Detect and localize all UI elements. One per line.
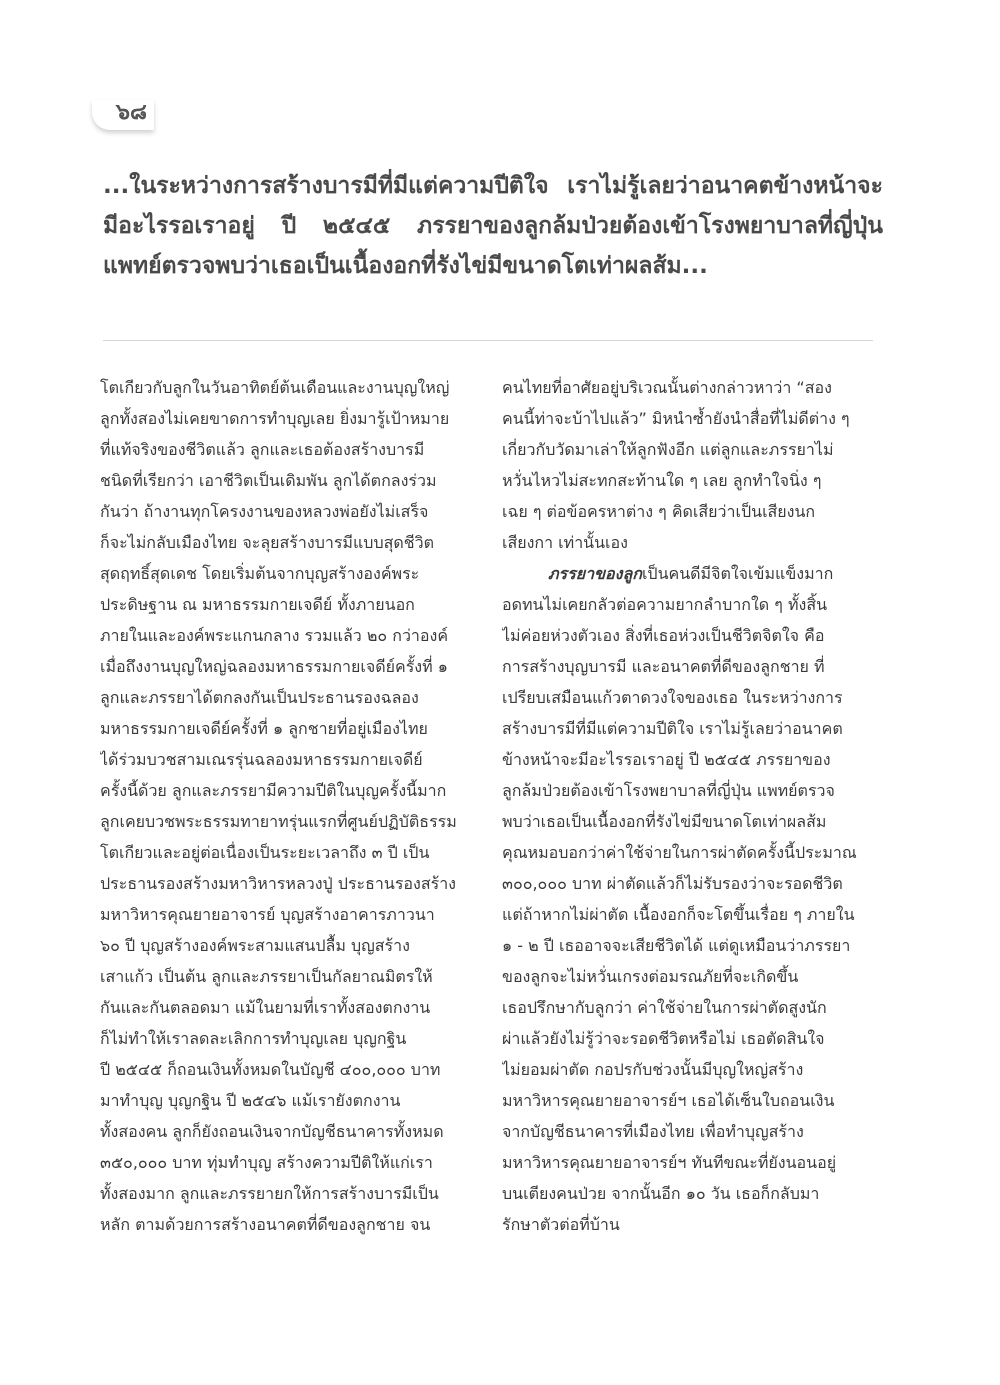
text-line: คนไทยที่อาศัยอยู่บริเวณนั้นต่างกล่าวหาว่า “สอง <box>502 378 832 397</box>
text-line: หลัก ตามด้วยการสร้างอนาคตที่ดีของลูกชาย จน <box>100 1215 431 1234</box>
text-line: เมื่อถึงงานบุญใหญ่ฉลองมหาธรรมกายเจดีย์ครั้งที่ ๑ <box>100 657 448 676</box>
text-line: ข้างหน้าจะมีอะไรรอเราอยู่ ปี ๒๕๔๕ ภรรยาของ <box>502 750 831 769</box>
text-line: เฉย ๆ ต่อข้อครหาต่าง ๆ คิดเสียว่าเป็นเสียงนก <box>502 502 816 521</box>
text-line: สร้างบารมีที่มีแต่ความปีติใจ เราไม่รู้เลยว่าอนาคต <box>502 719 843 738</box>
right-column <box>502 372 877 1240</box>
text-line: การสร้างบุญบารมี และอนาคตที่ดีของลูกชาย ที่ <box>502 657 825 676</box>
text-line: กันว่า ถ้างานทุกโครงงานของหลวงพ่อยังไม่เสร็จ <box>100 502 429 521</box>
text-line: ๓๕๐,๐๐๐ บาท ทุ่มทำบุญ สร้างความปีติให้แก่เรา <box>100 1153 433 1172</box>
text-line: อดทนไม่เคยกลัวต่อความยากลำบากใด ๆ ทั้งสิ้น <box>502 595 828 614</box>
lead-quote: ...ในระหว่างการสร้างบารมีที่มีแต่ความปีติใจ เราไม่รู้เลยว่าอนาคตข้างหน้าจะมีอะไรรอเราอยู่ ปี ๒๕๔๕ ภรรยาของลูกล้มป่วยต้องเข้าโรงพยาบาลที่ญี่ปุ่น แพทย์ตรวจพบว่าเธอเป็นเนื้องอกที่รังไข่มีขนาดโตเท่าผลส้ม... <box>103 173 883 279</box>
text-line: ๑ - ๒ ปี เธออาจจะเสียชีวิตได้ แต่ดูเหมือนว่าภรรยา <box>502 936 851 955</box>
text-line: ก็จะไม่กลับเมืองไทย จะลุยสร้างบารมีแบบสุดชีวิต <box>100 533 434 552</box>
text-line: ประดิษฐาน ณ มหาธรรมกายเจดีย์ ทั้งภายนอก <box>100 595 415 614</box>
text-line: กันและกันตลอดมา แม้ในยามที่เราทั้งสองตกงาน <box>100 998 431 1017</box>
text-line: ลูกล้มป่วยต้องเข้าโรงพยาบาลที่ญี่ปุ่น แพทย์ตรวจ <box>502 781 835 800</box>
text-line: เกี่ยวกับวัดมาเล่าให้ลูกฟังอีก แต่ลูกและภรรยาไม่ <box>502 440 834 459</box>
text-line: ก็ไม่ทำให้เราลดละเลิกการทำบุญเลย บุญกฐิน <box>100 1029 407 1048</box>
text-line: จากบัญชีธนาคารที่เมืองไทย เพื่อทำบุญสร้าง <box>502 1122 804 1141</box>
text-line: ที่แท้จริงของชีวิตแล้ว ลูกและเธอต้องสร้างบารมี <box>100 440 425 459</box>
text-line: มหาวิหารคุณยายอาจารย์ฯ ทันทีขณะที่ยังนอนอยู่ <box>502 1153 837 1172</box>
text-line: เสียงกา เท่านั้นเอง <box>502 533 628 552</box>
page-number: ๖๘ <box>116 100 147 125</box>
text-line: บนเตียงคนป่วย จากนั้นอีก ๑๐ วัน เธอก็กลับมา <box>502 1184 820 1203</box>
text-line: มหาวิหารคุณยายอาจารย์ บุญสร้างอาคารภาวนา <box>100 905 435 924</box>
text-line: ได้ร่วมบวชสามเณรรุ่นฉลองมหาธรรมกายเจดีย์ <box>100 750 423 769</box>
text-line: ลูกและภรรยาได้ตกลงกันเป็นประธานรองฉลอง <box>100 688 419 707</box>
text-line: มาทำบุญ บุญกฐิน ปี ๒๕๔๖ แม้เรายังตกงาน <box>100 1091 401 1110</box>
text-line: ครั้งนี้ด้วย ลูกและภรรยามีความปีติในบุญครั้งนี้มาก <box>100 781 447 800</box>
text-line: คุณหมอบอกว่าค่าใช้จ่ายในการผ่าตัดครั้งนี้ประมาณ <box>502 843 857 862</box>
text-line: ของลูกจะไม่หวั่นเกรงต่อมรณภัยที่จะเกิดขึ้น <box>502 967 799 986</box>
text-line: ทั้งสองมาก ลูกและภรรยายกให้การสร้างบารมีเป็น <box>100 1184 439 1203</box>
text-line: มหาวิหารคุณยายอาจารย์ฯ เธอได้เซ็นใบถอนเงิน <box>502 1091 835 1110</box>
text-line: ปี ๒๕๔๕ ก็ถอนเงินทั้งหมดในบัญชี ๔๐๐,๐๐๐ บาท <box>100 1060 441 1079</box>
text-line: ลูกเคยบวชพระธรรมทายาทรุ่นแรกที่ศูนย์ปฏิบัติธรรม <box>100 812 457 831</box>
emphasis-text: ภรรยาของลูก <box>548 564 642 583</box>
text-line: ชนิดที่เรียกว่า เอาชีวิตเป็นเดิมพัน ลูกได้ตกลงร่วม <box>100 471 437 490</box>
text-line: คนนี้ท่าจะบ้าไปแล้ว” มิหนำซ้ำยังนำสื่อที่ไม่ดีต่าง ๆ <box>502 409 850 428</box>
text-line: หวั่นไหวไม่สะทกสะท้านใด ๆ เลย ลูกทำใจนิ่ง ๆ <box>502 471 822 490</box>
text-line: มหาธรรมกายเจดีย์ครั้งที่ ๑ ลูกชายที่อยู่เมืองไทย <box>100 719 428 738</box>
text-line: ลูกทั้งสองไม่เคยขาดการทำบุญเลย ยิ่งมารู้เป้าหมาย <box>100 409 450 428</box>
text-line: ทั้งสองคน ลูกก็ยังถอนเงินจากบัญชีธนาคารทั้งหมด <box>100 1122 444 1141</box>
text-line: รักษาตัวต่อที่บ้าน <box>502 1215 620 1234</box>
text-fragment: เป็นคนดีมีจิตใจเข้มแข็งมาก <box>641 564 834 583</box>
text-line: ประธานรองสร้างมหาวิหารหลวงปู่ ประธานรองสร้าง <box>100 874 456 893</box>
text-line: ๓๐๐,๐๐๐ บาท ผ่าตัดแล้วก็ไม่รับรองว่าจะรอดชีวิต <box>502 874 843 893</box>
text-line: โตเกียวกับลูกในวันอาทิตย์ต้นเดือนและงานบุญใหญ่ <box>100 378 450 397</box>
text-line: แต่ถ้าหากไม่ผ่าตัด เนื้องอกก็จะโตขึ้นเรื่อย ๆ ภายใน <box>502 905 855 924</box>
paragraph-start-line <box>502 558 877 589</box>
text-line: ภายในและองค์พระแกนกลาง รวมแล้ว ๒๐ กว่าองค์ <box>100 626 449 645</box>
left-column <box>100 372 475 1240</box>
text-line: ๖๐ ปี บุญสร้างองค์พระสามแสนปลื้ม บุญสร้าง <box>100 936 410 955</box>
text-line: เสาแก้ว เป็นต้น ลูกและภรรยาเป็นกัลยาณมิตรให้ <box>100 967 433 986</box>
section-divider <box>103 340 873 341</box>
text-line: สุดฤทธิ์สุดเดช โดยเริ่มต้นจากบุญสร้างองค์พระ <box>100 564 420 583</box>
text-line: ไม่ค่อยห่วงตัวเอง สิ่งที่เธอห่วงเป็นชีวิตจิตใจ คือ <box>502 626 825 645</box>
text-line: โตเกียวและอยู่ต่อเนื่องเป็นระยะเวลาถึง ๓ ปี เป็น <box>100 843 430 862</box>
text-line: ไม่ยอมผ่าตัด กอปรกับช่วงนั้นมีบุญใหญ่สร้าง <box>502 1060 804 1079</box>
text-line: พบว่าเธอเป็นเนื้องอกที่รังไข่มีขนาดโตเท่าผลส้ม <box>502 812 827 831</box>
text-line: เธอปรึกษากับลูกว่า ค่าใช้จ่ายในการผ่าตัดสูงนัก <box>502 998 827 1017</box>
text-line: ผ่าแล้วยังไม่รู้ว่าจะรอดชีวิตหรือไม่ เธอตัดสินใจ <box>502 1029 825 1048</box>
text-line: เปรียบเสมือนแก้วตาดวงใจของเธอ ในระหว่างการ <box>502 688 843 707</box>
